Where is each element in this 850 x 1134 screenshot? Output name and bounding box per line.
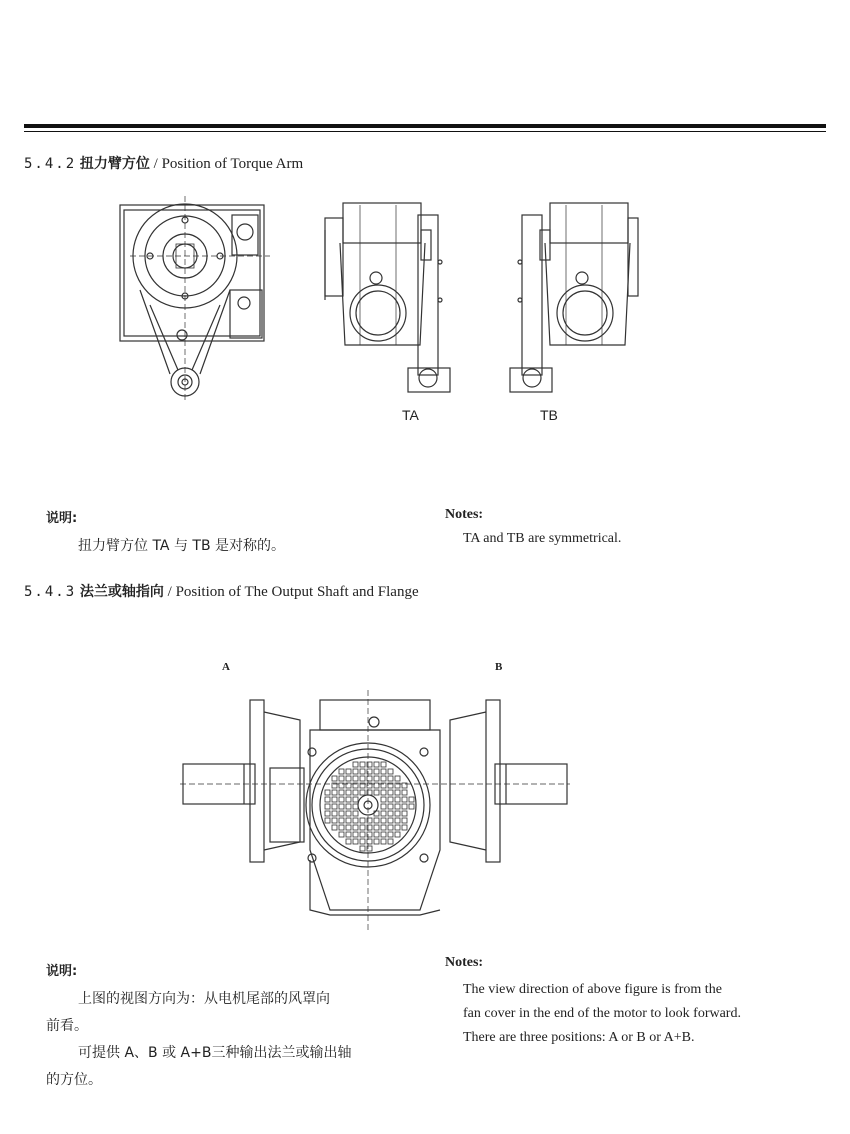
notes2-cn-heading: 说明:	[46, 964, 78, 979]
notes2-en-line1: The view direction of above figure is from the	[463, 982, 722, 997]
notes-cn-heading: 说明:	[46, 511, 78, 526]
notes2-cn-line1: 上图的视图方向为：从电机尾部的风罩向	[78, 991, 330, 1007]
section-title-cn: 扭力臂方位	[79, 156, 150, 172]
notes-en-text: TA and TB are symmetrical.	[463, 531, 622, 546]
label-ta: TA	[402, 407, 419, 423]
notes2-en-line3: There are three positions: A or B or A+B.	[463, 1030, 695, 1045]
section-title-cn: 法兰或轴指向	[79, 584, 164, 600]
section-title-en: / Position of The Output Shaft and Flange	[167, 584, 419, 600]
section-title-en: / Position of Torque Arm	[153, 156, 304, 172]
notes-cn-text: 扭力臂方位 TA 与 TB 是对称的。	[78, 538, 285, 554]
label-a: A	[222, 661, 230, 673]
section-number: 5.4.3	[24, 584, 77, 600]
notes2-cn-line3: 可提供 A、B 或 A+B三种输出法兰或输出轴	[78, 1045, 352, 1061]
section-number: 5.4.2	[24, 156, 77, 172]
notes2-en-heading: Notes:	[445, 955, 484, 970]
label-b: B	[495, 661, 503, 673]
gearbox-motor-end-view	[180, 690, 570, 930]
notes2-cn-line4: 的方位。	[46, 1072, 102, 1088]
label-tb: TB	[540, 407, 558, 423]
notes-en-heading: Notes:	[445, 507, 484, 522]
notes2-cn-line2: 前看。	[46, 1018, 88, 1034]
notes2-en-line2: fan cover in the end of the motor to look forward.	[463, 1006, 741, 1021]
